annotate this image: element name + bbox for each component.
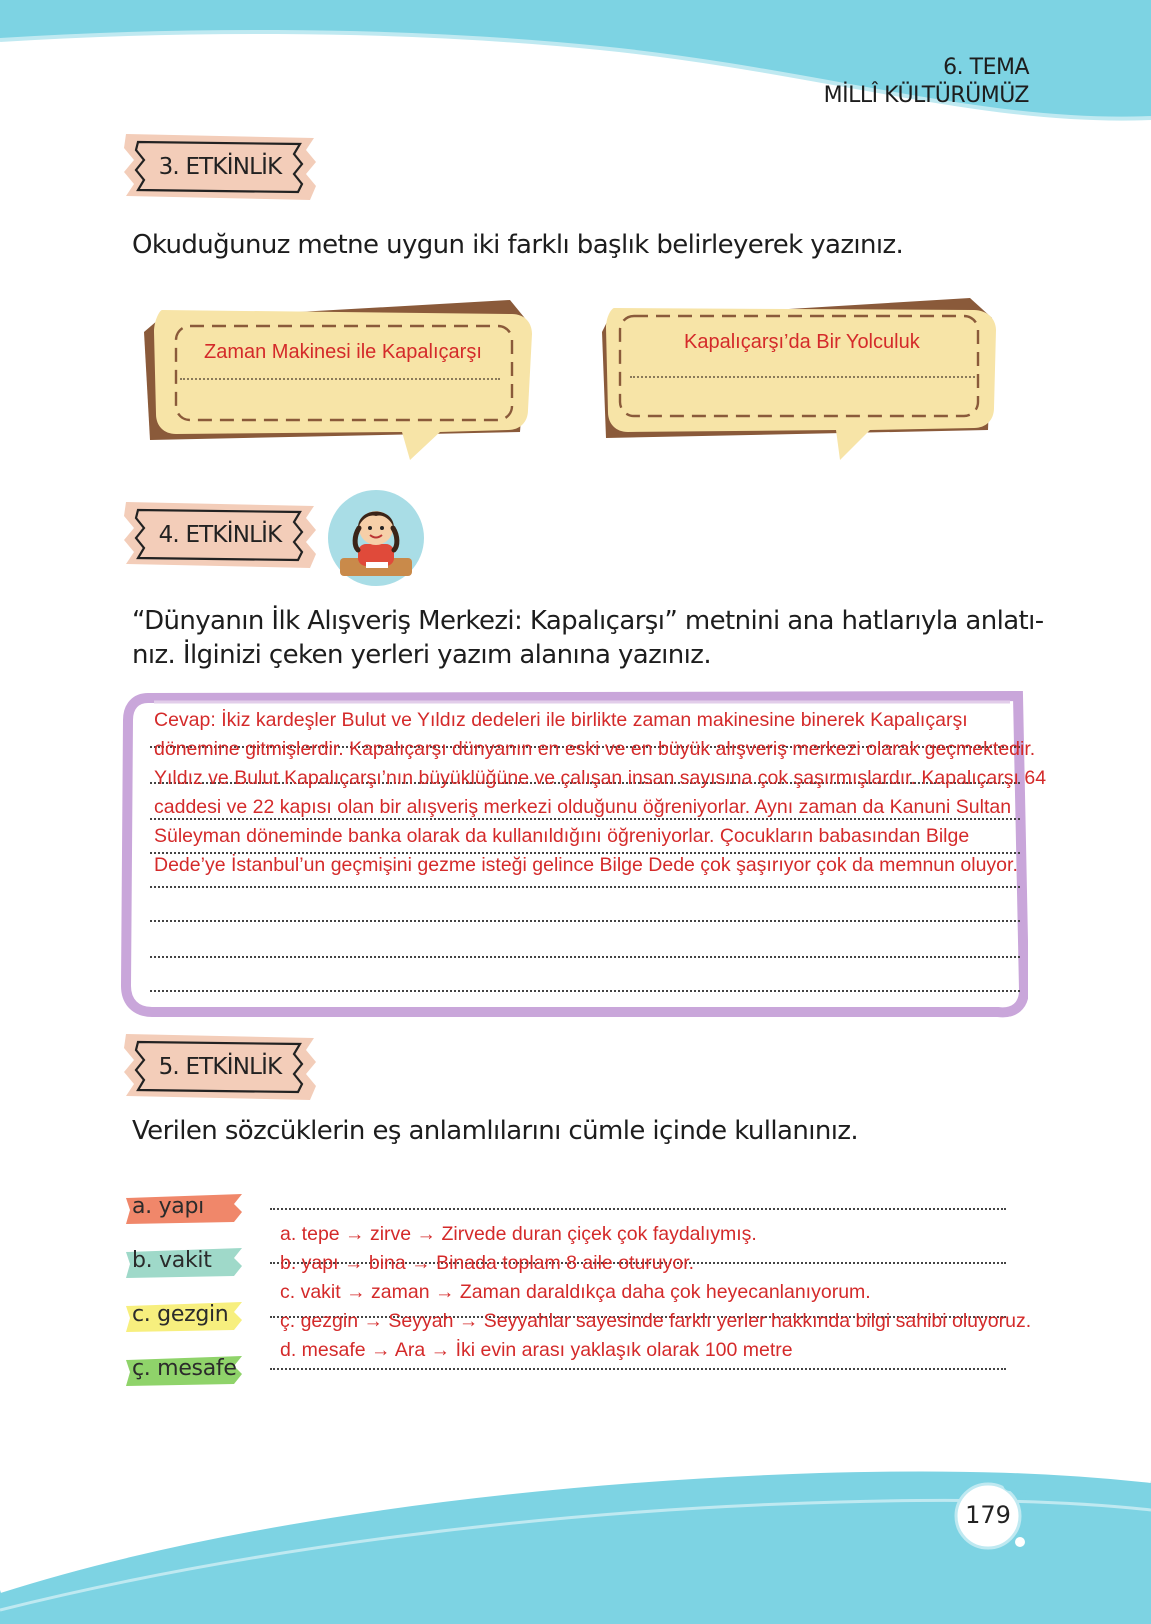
title-bubble-1 [140, 292, 540, 462]
answer-line: Dede’ye İstanbul’un geçmişini gezme isteği gelince Bilge Dede çok şaşırıyor çok da memnun oluyor. [154, 854, 1018, 876]
word-tag-yapi [124, 1192, 244, 1226]
answer-line: d. mesafe → Ara → İki evin arası yaklaşık olarak 100 metre [280, 1339, 793, 1361]
girl-writing-avatar [326, 488, 426, 588]
answer-line: dönemine gitmişlerdir. Kapalıçarşı dünyanın en eski ve en büyük alışveriş merkezi olarak geçmektedir. [154, 738, 1036, 760]
activity-5-badge-label: 5. ETKİNLİK [158, 1054, 282, 1080]
activity-4-instruction-line-2: nız. İlginizi çeken yerleri yazım alanına yazınız. [132, 640, 712, 670]
answer-line: b. yapı → bina → Binada toplam 8 aile oturuyor. [280, 1252, 695, 1274]
activity-5-instruction: Verilen sözcüklerin eş anlamlılarını cümle içinde kullanınız. [132, 1116, 859, 1146]
word-tag-vakit [124, 1246, 244, 1280]
writing-line [270, 1368, 1006, 1370]
activity-4-badge [120, 496, 320, 574]
activity-4-instruction [132, 604, 1044, 672]
word-label: ç. mesafe [132, 1356, 237, 1381]
answer-line: Süleyman döneminde banka olarak da kullanıldığını öğreniyorlar. Çocukların babasından Bilge [154, 825, 970, 847]
activity-3-badge-label: 3. ETKİNLİK [158, 154, 282, 180]
activity-3-instruction: Okuduğunuz metne uygun iki farklı başlık belirleyerek yazınız. [132, 230, 904, 260]
activity-5-answer [280, 1220, 1031, 1365]
word-tag-mesafe [124, 1354, 244, 1388]
activity-3-badge [120, 128, 320, 206]
activity-4-answer [154, 706, 1046, 880]
activity-4-instruction-line-1: “Dünyanın İlk Alışveriş Merkezi: Kapalıçarşı” metnini ana hatlarıyla anlatı- [132, 606, 1044, 636]
writing-line [150, 990, 1020, 992]
activity-4-badge-label: 4. ETKİNLİK [158, 522, 282, 548]
title-1-writing-line [180, 378, 500, 380]
answer-line: caddesi ve 22 kapısı olan bir alışveriş merkezi olduğunu öğreniyorlar. Aynı zaman da Kanuni Sultan [154, 796, 1012, 818]
writing-line [150, 956, 1020, 958]
theme-name: MİLLÎ KÜLTÜRÜMÜZ [823, 83, 1029, 108]
title-answer-1: Zaman Makinesi ile Kapalıçarşı [204, 341, 482, 363]
answer-line: Cevap: İkiz kardeşler Bulut ve Yıldız dedeleri ile birlikte zaman makinesine binerek Kapalıçarşı [154, 709, 968, 731]
answer-line: c. vakit → zaman → Zaman daraldıkça daha çok heyecanlanıyorum. [280, 1281, 871, 1303]
theme-number: 6. TEMA [943, 55, 1029, 80]
title-bubble-2 [600, 292, 1000, 462]
writing-line [150, 886, 1020, 888]
word-label: b. vakit [132, 1248, 212, 1273]
word-tag-gezgin [124, 1300, 244, 1334]
title-answer-2: Kapalıçarşı’da Bir Yolculuk [684, 331, 920, 353]
word-label: c. gezgin [132, 1302, 229, 1327]
writing-line [270, 1208, 1006, 1210]
answer-line: a. tepe → zirve → Zirvede duran çiçek çok faydalıymış. [280, 1223, 757, 1245]
activity-5-badge [120, 1028, 320, 1106]
answer-line: Yıldız ve Bulut Kapalıçarşı’nın büyüklüğüne ve çalışan insan sayısına çok şaşırmışlardır. Kapalıçarşı 64 [154, 767, 1047, 789]
writing-line [150, 920, 1020, 922]
theme-header [824, 54, 1029, 110]
word-label: a. yapı [132, 1194, 204, 1219]
answer-line: ç. gezgin → Seyyah → Seyyahlar sayesinde farklı yerler hakkında bilgi sahibi oluyoruz. [280, 1310, 1032, 1332]
title-2-writing-line [630, 376, 975, 378]
page-number: 179 [965, 1501, 1011, 1529]
